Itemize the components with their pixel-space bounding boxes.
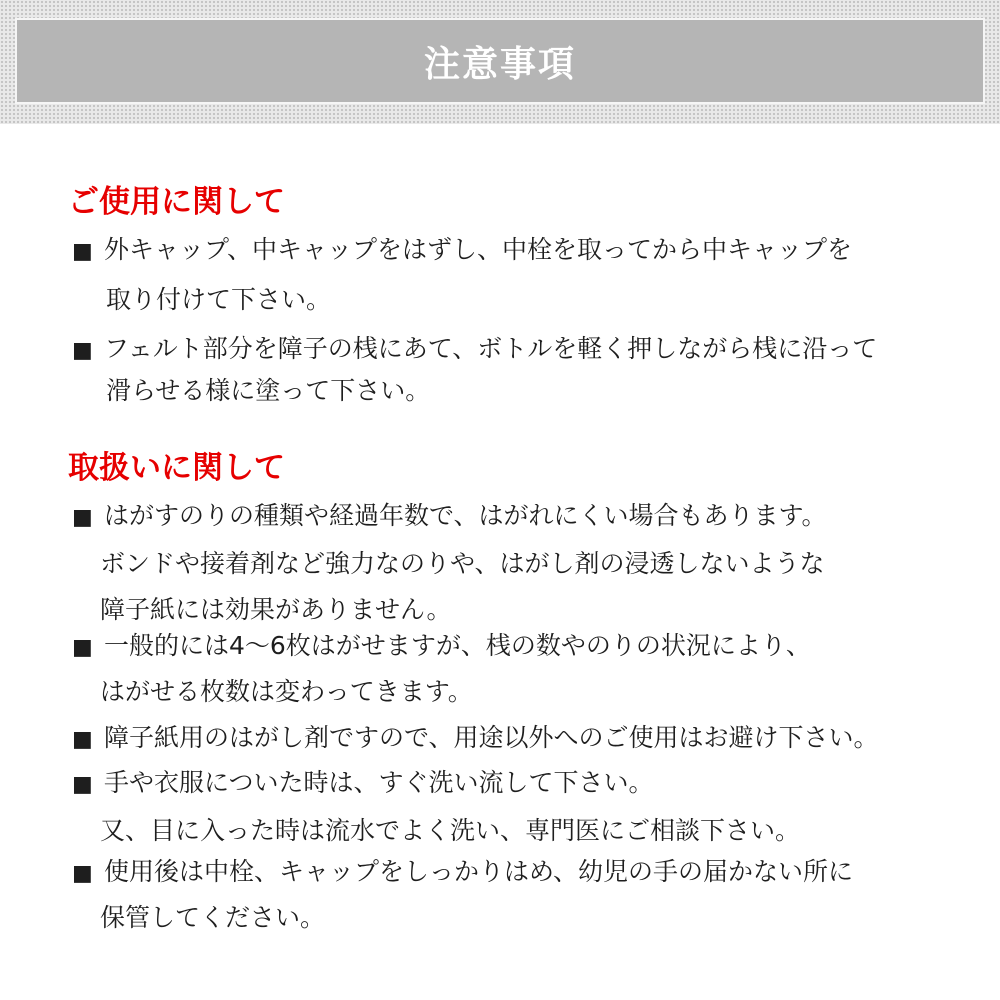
item-line: 保管してください。	[100, 903, 326, 932]
item-text: 一般的には4～6枚はがせますが、桟の数やのりの状況により、	[104, 631, 811, 660]
item-line	[72, 850, 853, 896]
square-bullet-icon: ■	[72, 505, 93, 530]
square-bullet-icon: ■	[72, 338, 93, 363]
list-item	[72, 624, 811, 714]
list-item	[72, 850, 853, 940]
section-heading-usage: ご使用に関して	[68, 184, 285, 220]
list-item	[72, 714, 879, 764]
item-line: 滑らせる様に塗って下さい。	[106, 376, 431, 405]
section-heading-handling: 取扱いに関して	[68, 450, 285, 486]
item-text: 手や衣服についた時は、すぐ洗い流して下さい。	[104, 768, 654, 797]
list-item	[72, 760, 800, 854]
item-line: 取り付けて下さい。	[106, 285, 332, 314]
square-bullet-icon: ■	[72, 635, 93, 660]
item-text: はがすのりの種類や経過年数で、はがれにくい場合もあります。	[104, 501, 827, 530]
item-line	[72, 226, 852, 276]
page-title: 注意事項	[423, 43, 576, 85]
item-text: フェルト部分を障子の桟にあて、ボトルを軽く押しながら桟に沿って	[104, 334, 878, 363]
item-line: ボンドや接着剤など強力なのりや、はがし剤の浸透しないような	[100, 549, 825, 578]
square-bullet-icon: ■	[72, 772, 93, 797]
item-line	[72, 493, 827, 541]
item-line: 障子紙には効果がありません。	[100, 595, 452, 624]
item-line	[72, 624, 811, 670]
square-bullet-icon: ■	[72, 239, 93, 264]
item-line	[72, 760, 800, 808]
item-text: 使用後は中栓、キャップをしっかりはめ、幼児の手の届かない所に	[104, 857, 854, 886]
title-bar	[15, 18, 985, 104]
item-text: 障子紙用のはがし剤ですので、用途以外へのご使用はお避け下さい。	[104, 723, 879, 752]
list-item	[72, 493, 827, 633]
item-line: 又、目に入った時は流水でよく洗い、専門医にご相談下さい。	[100, 816, 801, 845]
list-item	[72, 325, 877, 415]
item-line	[72, 714, 879, 764]
square-bullet-icon: ■	[72, 861, 93, 886]
square-bullet-icon: ■	[72, 727, 93, 752]
list-item	[72, 226, 852, 324]
header-band	[0, 0, 1000, 124]
item-text: 外キャップ、中キャップをはずし、中栓を取ってから中キャップを	[104, 235, 853, 264]
item-line: はがせる枚数は変わってきます。	[100, 677, 473, 706]
